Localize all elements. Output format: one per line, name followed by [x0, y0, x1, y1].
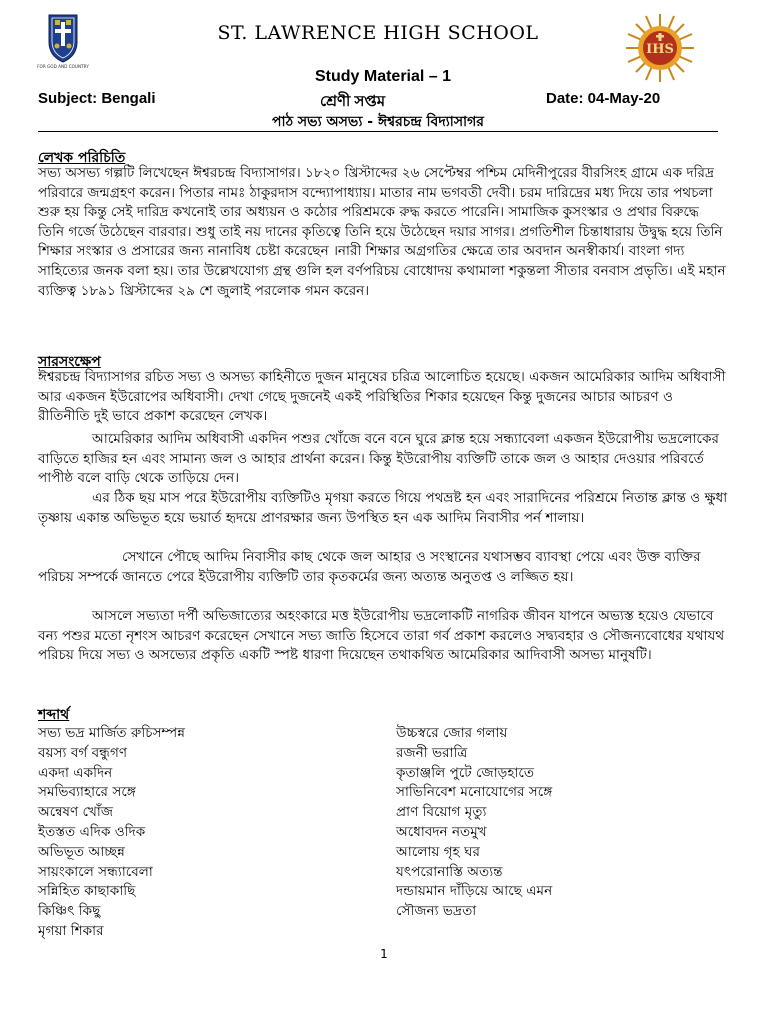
logo-motto: FOR GOD AND COUNTRY: [37, 64, 89, 69]
vocab-item: মৃগয়া শিকার: [38, 922, 104, 939]
vocab-left-column: [38, 722, 185, 940]
vocab-item: আলোয় গৃহ ঘর: [396, 843, 480, 860]
date-label: Date: 04-May-20: [546, 90, 661, 107]
summary-heading: সারসংক্ষেপ: [38, 354, 101, 370]
school-crest-logo: [32, 12, 94, 70]
vocab-item: সাভিনিবেশ মনোযোগের সঙ্গে: [396, 784, 553, 801]
author-paragraph: সভ্য অসভ্য গল্পটি লিখেছেন ঈশ্বরচন্দ্র বিদ্যাসাগর। ১৮২০ খ্রিস্টাব্দের ২৬ সেপ্টেম্বর পশ্চিম মেদিনীপুরের বীরসিংহ গ্রামে এক দরিদ্র পরিবারে জন্মগ্রহণ করেন। পিতার নামঃ ঠাকুরদাস বন্দ্যোপাধ্যায়। মাতার নাম ভগবতী দেবী। চরম দারিদ্রের মধ্য দিয়ে তার পথচলা শুরু হয় কিন্তু সেই দারিদ্র কখনোই তার অধ্যয়ন ও কঠোর পরিশ্রমকে রুদ্ধ করতে পারেনি। সামাজিক কুসংস্কার ও প্রথার বিরুদ্ধে তিনি গর্জে উঠেছেন বারবার। শুধু তাই নয় দানের কৃতিত্বে তিনি হয়ে উঠেছেন দয়ার সাগর। প্রগতিশীল চিন্তাধারায় উদ্বুদ্ধ হয়ে তিনি শিক্ষার সংস্কার ও প্রসারের জন্য নানাবিধ চেষ্টা করেছেন ।নারী শিক্ষার অগ্রগতির ক্ষেত্রে তার অবদান অনস্বীকার্য। বাংলা গদ্য সাহিত্যের জনক বলা হয়। তার উল্লেখযোগ্য গ্রন্থ গুলি হল বর্ণপরিচয় বোধোদয় কথামালা শকুন্তলা সীতার বনবাস প্রভৃতি। এই মহান ব্যক্তিত্ব ১৮৯১ খ্রিস্টাব্দের ২৯ শে জুলাই পরলোক গমন করেন।: [38, 165, 726, 299]
class-label: শ্রেণী সপ্তম: [320, 93, 386, 110]
summary-paragraph-3: এর ঠিক ছয় মাস পরে ইউরোপীয় ব্যক্তিটিও মৃগয়া করতে গিয়ে পথভ্রষ্ট হন এবং সারাদিনের পরিশ্রমে নিতান্ত ক্লান্ত ও ক্ষুধা তৃষ্ণায় একান্ত অভিভূত হয়ে ভয়ার্ত হৃদয়ে প্রাণরক্ষার জন্য উপস্থিত হন এক আদিম নিবাসীর পর্ন শালায়।: [38, 490, 728, 526]
study-material-title: Study Material – 1: [314, 68, 452, 85]
vocab-item: কিঞ্চিৎ কিছু: [38, 903, 101, 920]
emblem-text: IHS: [646, 42, 674, 57]
vocab-heading: শব্দার্থ: [38, 707, 70, 723]
vocab-item: একদা একদিন: [38, 764, 113, 781]
school-name: ST. LAWRENCE HIGH SCHOOL: [217, 22, 539, 44]
ihs-emblem-logo: [624, 12, 696, 84]
vocab-right-column: [396, 722, 552, 920]
vocab-item: সন্নিহিত কাছাকাছি: [38, 883, 136, 900]
vocab-item: প্রাণ বিয়োগ মৃত্যু: [396, 804, 487, 821]
vocab-item: যৎপরোনাস্তি অত্যন্ত: [396, 863, 503, 880]
vocab-item: ইতস্তত এদিক ওদিক: [38, 823, 146, 840]
lesson-title: পাঠ সভ্য অসভ্য - ঈশ্বরচন্দ্র বিদ্যাসাগর: [272, 114, 484, 130]
summary-paragraph-4: সেখানে পৌছে আদিম নিবাসীর কাছ থেকে জল আহার ও সংস্থানের যথাসম্ভব ব্যাবস্থা পেয়ে এবং উক্ত ব্যক্তির পরিচয় সম্পর্কে জানতে পেরে ইউরোপীয় ব্যক্তিটি তার কৃতকর্মের জন্য অত্যন্ত অনুতপ্ত ও লজ্জিত হয়।: [38, 549, 701, 585]
vocab-item: সভ্য ভদ্র মার্জিত রুচিসম্পন্ন: [38, 725, 186, 741]
vocab-item: কৃতাঞ্জলি পুটে জোড়হাতে: [396, 764, 535, 781]
header-divider: [38, 131, 718, 132]
page-number: 1: [380, 947, 388, 961]
vocab-item: বয়স্য বর্গ বন্ধুগণ: [38, 744, 128, 761]
meta-row: [38, 90, 706, 112]
summary-paragraph-2: আমেরিকার আদিম অধিবাসী একদিন পশুর খোঁজে বনে বনে ঘুরে ক্লান্ত হয়ে সন্ধ্যাবেলা একজন ইউরোপীয় ভদ্রলোকের বাড়িতে হাজির হন এবং সামান্য জল ও আহার প্রার্থনা করেন। কিন্তু ইউরোপীয় ব্যক্তিটি তাকে জল ও আহার দেওয়ার পরিবর্তে পাপীষ্ঠ বলে বাড়ি থেকে তাড়িয়ে দেন।: [38, 431, 720, 487]
vocab-item: সমভিব্যাহারে সঙ্গে: [38, 784, 136, 801]
summary-paragraph-5: আসলে সভ্যতা দর্পী অভিজাত্যের অহংকারে মত্ত ইউরোপীয় ভদ্রলোকটি নাগরিক জীবন যাপনে অভ্যস্ত হয়েও যেভাবে বন্য পশুর মতো নৃশংস আচরণ করেছেন সেখানে সভ্য জাতি হিসেবে তারা গর্ব প্রকাশ করলেও সদ্ব্যবহার ও সৌজন্যবোধের যথাযথ পরিচয় দিয়ে সভ্য ও অসভ্যের প্রকৃতি একটি স্পষ্ট ধারণা দিয়েছেন তথাকথিত আমেরিকার আদিবাসী অসভ্য মানুষটি।: [38, 608, 725, 664]
vocab-item: সৌজন্য ভদ্রতা: [396, 903, 477, 920]
vocab-item: রজনী ভরাত্রি: [396, 744, 468, 761]
summary-paragraph-1: ঈশ্বরচন্দ্র বিদ্যাসাগর রচিত সভ্য ও অসভ্য কাহিনীতে দুজন মানুষের চরিত্র আলোচিত হয়েছে। একজন আমেরিকার আদিম অধিবাসী আর একজন ইউরোপের অধিবাসী। দেখা গেছে দুজনেই একই পরিস্থিতির শিকার হয়েছেন কিন্তু দুজনের আচার আচরণ ও রীতিনীতি দুই ভাবে প্রকাশ করেছেন লেখক।: [38, 369, 726, 425]
vocab-item: দন্ডায়মান দাঁড়িয়ে আছে এমন: [396, 883, 553, 900]
vocab-item: অভিভূত আচ্ছন্ন: [38, 843, 125, 860]
subject-label: Subject: Bengali: [38, 90, 156, 107]
vocab-item: অধোবদন নতমুখ: [396, 823, 487, 840]
vocab-item: উচ্চস্বরে জোর গলায়: [396, 725, 508, 741]
author-heading: লেখক পরিচিতি: [38, 150, 126, 166]
vocab-item: অন্বেষণ খোঁজ: [38, 804, 114, 821]
vocab-item: সায়ংকালে সন্ধ্যাবেলা: [38, 863, 153, 880]
